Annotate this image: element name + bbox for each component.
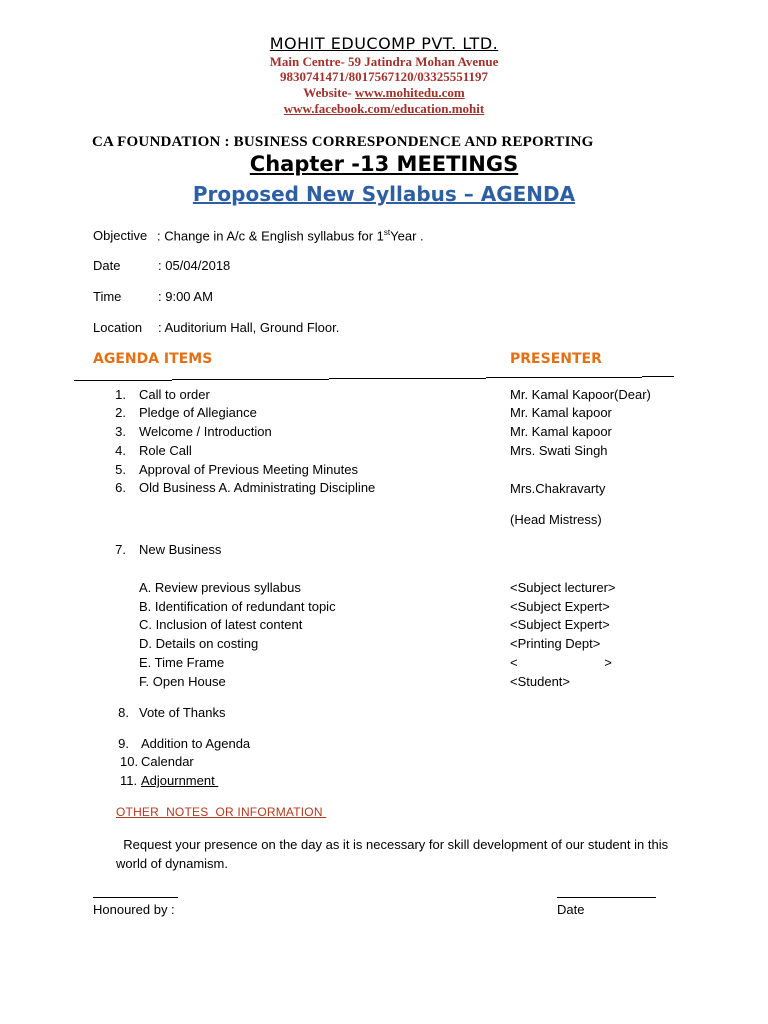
agenda-subtitle: Proposed New Syllabus – AGENDA (192, 182, 576, 206)
closing-item: Addition to Agenda (141, 736, 251, 751)
table-rule (172, 379, 329, 380)
website-line (0, 85, 768, 101)
agenda-presenter: Mrs. Swati Singh (510, 443, 608, 458)
agenda-item: Old Business A. Administrating Discipline (139, 480, 376, 495)
location-value: : Auditorium Hall, Ground Floor. (158, 320, 340, 335)
agenda-item: Welcome / Introduction (139, 424, 272, 439)
company-phones: 9830741471/8017567120/03325551197 (279, 69, 488, 84)
new-business-item: E. Time Frame (139, 655, 225, 670)
agenda-item: New Business (139, 542, 222, 557)
table-rule (486, 377, 642, 378)
agenda-item: Approval of Previous Meeting Minutes (139, 462, 358, 477)
date-label: Date (93, 258, 121, 273)
agenda-presenter: Mrs.Chakravarty (510, 481, 606, 496)
closing-item: Calendar (141, 754, 194, 769)
new-business-presenter: <Subject lecturer> (510, 580, 616, 595)
agenda-number: 7. (115, 542, 126, 557)
agenda-number: 6. (115, 480, 126, 495)
facebook-link[interactable]: www.facebook.com/education.mohit (283, 101, 485, 116)
agenda-item: Call to order (139, 387, 210, 402)
agenda-number: 8. (118, 705, 129, 720)
new-business-presenter: <Student> (510, 674, 570, 689)
presenter-heading: PRESENTER (510, 351, 602, 367)
closing-item: Vote of Thanks (139, 705, 226, 720)
website-label: Website- (303, 85, 355, 100)
date-signature-label: Date (557, 902, 585, 917)
objective-label: Objective (93, 228, 148, 243)
website-link[interactable]: www.mohitedu.com (354, 85, 465, 100)
time-value: : 9:00 AM (158, 289, 213, 304)
location-label: Location (93, 320, 143, 335)
notes-paragraph: Request your presence on the day as it is necessary for skill development of our student in this world of dynamism. (116, 837, 672, 871)
objective-text-end: Year . (390, 228, 424, 244)
new-business-presenter: <Printing Dept> (510, 636, 601, 651)
objective-value (157, 228, 424, 243)
new-business-item: A. Review previous syllabus (139, 580, 301, 595)
new-business-presenter: <Subject Expert> (510, 599, 610, 614)
new-business-item: B. Identification of redundant topic (139, 599, 336, 614)
company-name: MOHIT EDUCOMP PVT. LTD. (269, 34, 499, 53)
date-value: : 05/04/2018 (158, 258, 231, 273)
agenda-items-heading: AGENDA ITEMS (93, 351, 213, 367)
agenda-presenter-note: (Head Mistress) (510, 512, 602, 527)
agenda-number: 3. (115, 424, 126, 439)
company-address: Main Centre- 59 Jatindra Mohan Avenue (269, 54, 499, 69)
course-title: CA FOUNDATION : BUSINESS CORRESPONDENCE AND REPORTING (92, 134, 594, 150)
new-business-presenter: < > (510, 655, 612, 670)
notes-heading: OTHER NOTES OR INFORMATION (116, 805, 327, 819)
table-rule (329, 378, 486, 379)
agenda-number: 4. (115, 443, 126, 458)
agenda-presenter: Mr. Kamal kapoor (510, 405, 612, 420)
closing-item: Adjournment (141, 773, 219, 788)
new-business-item: F. Open House (139, 674, 226, 689)
objective-superscript: st (383, 228, 391, 237)
agenda-presenter: Mr. Kamal kapoor (510, 424, 612, 439)
new-business-presenter: <Subject Expert> (510, 617, 610, 632)
signature-line (93, 897, 178, 898)
table-rule (642, 376, 674, 377)
agenda-item: Pledge of Allegiance (139, 405, 257, 420)
agenda-item: Role Call (139, 443, 192, 458)
new-business-item: C. Inclusion of latest content (139, 617, 303, 632)
agenda-number: 10. (120, 754, 139, 769)
agenda-number: 11. (120, 773, 138, 788)
chapter-title: Chapter -13 MEETINGS (249, 152, 519, 176)
agenda-presenter: Mr. Kamal Kapoor(Dear) (510, 387, 651, 402)
agenda-number: 1. (115, 387, 126, 402)
signature-line (557, 897, 656, 898)
agenda-number: 9. (118, 736, 129, 751)
new-business-item: D. Details on costing (139, 636, 259, 651)
table-rule (74, 380, 172, 381)
objective-text: : Change in A/c & English syllabus for 1 (157, 228, 384, 244)
honoured-by-label: Honoured by : (93, 902, 175, 917)
time-label: Time (93, 289, 122, 304)
agenda-number: 5. (115, 462, 126, 477)
agenda-number: 2. (115, 405, 126, 420)
